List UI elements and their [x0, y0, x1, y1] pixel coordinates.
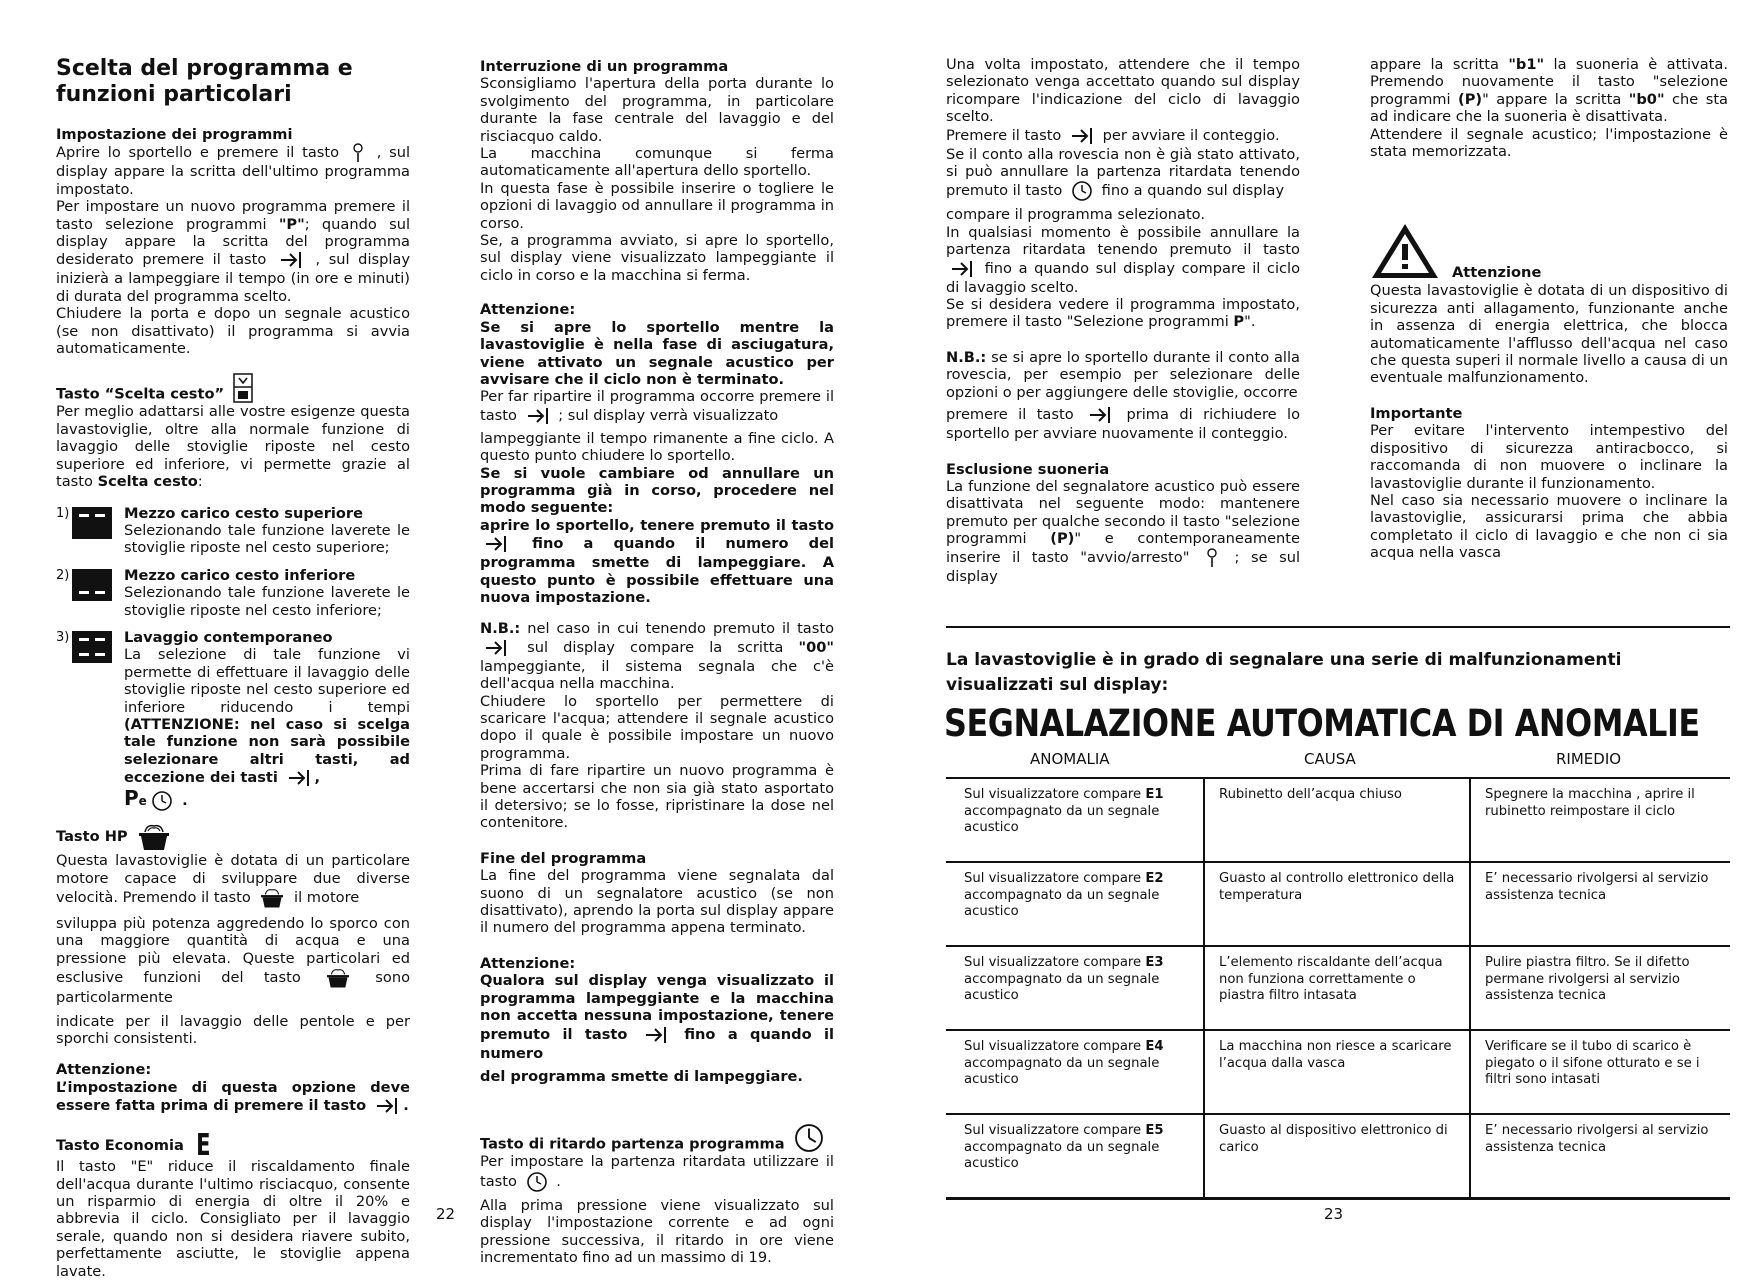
- rimedio-cell: Verificare se il tubo di scarico è piegato o il sifone otturato e se i filtri sono intasati: [1470, 1030, 1730, 1114]
- clock-icon: [526, 1171, 548, 1193]
- impostazione-p2: Per impostare un nuovo programma premere il tasto selezione programmi "P"; quando sul display appare la scritta del programma desiderato premere il tasto , sul display inizierà a lampeggiare il tempo (in ore e minuti) di durata del programma scelto.: [56, 198, 410, 305]
- cesto-p1: Per meglio adattarsi alle vostre esigenze questa lavastoviglie, oltre alla normale funzione di lavaggio delle stoviglie riposte nel cesto superiore ed inferiore, vi permette grazie al tasto Scelta cesto:: [56, 403, 410, 491]
- rimedio-cell: Spegnere la macchina , aprire il rubinetto reimpostare il ciclo: [1470, 778, 1730, 862]
- causa-cell: Rubinetto dell’acqua chiuso: [1204, 778, 1470, 862]
- start-arrow-icon: [644, 1025, 668, 1045]
- section-divider: [946, 626, 1730, 628]
- interruzione-heading: Interruzione di un programma: [480, 58, 729, 75]
- header-anomalia: ANOMALIA: [1030, 750, 1110, 768]
- page-title: Scelta del programma e funzioni particolari: [56, 56, 353, 107]
- table-row: [946, 946, 1730, 1030]
- hp-pot-icon: [259, 887, 285, 909]
- cesto-option-1: 1) Mezzo carico cesto superiore Selezionando tale funzione laverete le stoviglie riposte nel cesto superiore;: [56, 504, 410, 557]
- header-causa: CAUSA: [1304, 750, 1356, 768]
- start-arrow-icon: [484, 534, 508, 554]
- impostazione-heading: Impostazione dei programmi: [56, 126, 293, 143]
- page-number-right: 23: [1324, 1205, 1344, 1223]
- upper-basket-icon: [72, 507, 112, 539]
- anomalia-cell: Sul visualizzatore compare E1 accompagnato da un segnale acustico: [964, 787, 1164, 835]
- impostazione-p3: Chiudere la porta e dopo un segnale acustico (se non disattivato) il programma si avvia automaticamente.: [56, 305, 410, 358]
- lower-basket-icon: [72, 569, 112, 601]
- cesto-heading: Tasto “Scelta cesto”: [56, 373, 410, 403]
- anomalia-cell: Sul visualizzatore compare E4 accompagnato da un segnale acustico: [964, 1039, 1164, 1087]
- page-number-left: 22: [436, 1205, 456, 1223]
- hp-pot-icon: [325, 967, 351, 989]
- hp-heading: Tasto HP: [56, 822, 410, 852]
- both-baskets-icon: [72, 631, 112, 663]
- hp-p3: indicate per il lavaggio delle pentole e per sporchi consistenti.: [56, 1012, 410, 1048]
- column-right-2: appare la scritta "b1" la suoneria è attivata. Premendo nuovamente il tasto "selezione programmi (P)" appare la scritta "b0" che sta ad indicare che la suoneria è disattivata. Attendere il segnale acustico; l'impostazione è stata memorizzata. Attenzione Questa lavastoviglie è dotata di un dispositivo di sicurezza anti allagamento, funzionante anche in assenza di energia elettrica, che blocca automaticamente l'afflusso dell'acqua nel caso che questa superi il normale livello a causa di un eventuale malfunzionamento. Importante Per evitare l'intervento intempestivo del dispositivo di sicurezza antiracbocco, si raccomanda di non muovere o inclinare la lavastoviglie durante il funzionamento. Nel caso sia necessario muovere o inclinare la lavastoviglie, assicurarsi prima che abbia completato il ciclo di lavaggio e che non ci sia acqua nella vasca: [1370, 56, 1728, 562]
- importante-heading: Importante: [1370, 404, 1463, 422]
- economy-e-icon: E: [195, 1128, 211, 1164]
- economia-text: Il tasto "E" riduce il riscaldamento finale dell'acqua durante l'ultimo risciacquo, consente un risparmio di energia di oltre il 20% e abbrevia il ciclo. Consigliato per il lavaggio serale, quando non si desidera riavere subito, perfettamente asciutte, le stoviglie appena lavate.: [56, 1158, 410, 1280]
- hp-p1: Questa lavastoviglie è dotata di un particolare motore capace di sviluppare due diverse velocità. Premendo il tasto il motore: [56, 852, 410, 909]
- start-arrow-icon: [526, 406, 550, 426]
- anomalia-cell: Sul visualizzatore compare E5 accompagnato da un segnale acustico: [964, 1123, 1164, 1171]
- causa-cell: La macchina non riesce a scaricare l’acqua dalla vasca: [1204, 1030, 1470, 1114]
- hp-p2: sviluppa più potenza aggredendo lo sporco con una maggiore quantità di acqua e una pressione più elevata. Queste particolari ed esclusive funzioni del tasto sono particolarmente: [56, 915, 411, 1007]
- start-arrow-icon: [287, 768, 311, 788]
- table-row: [946, 862, 1730, 946]
- basket-icon: [233, 373, 253, 403]
- attenzione-block: [1370, 222, 1728, 282]
- attenzione-heading: Attenzione:: [56, 1061, 152, 1079]
- header-rimedio: RIMEDIO: [1556, 750, 1622, 768]
- economia-heading: Tasto Economia E: [56, 1128, 211, 1164]
- anomalie-intro: La lavastoviglie è in grado di segnalare una serie di malfunzionamenti visualizzati sul display:: [946, 650, 1622, 695]
- causa-cell: Guasto al controllo elettronico della temperatura: [1204, 862, 1470, 946]
- clock-icon: [151, 790, 173, 812]
- rimedio-cell: Pulire piastra filtro. Se il difetto permane rivolgersi al servizio assistenza tecnica: [1470, 946, 1730, 1030]
- attenzione2-heading: Attenzione:: [480, 954, 576, 972]
- attenzione1-heading: Attenzione:: [480, 301, 576, 319]
- column-middle: Interruzione di un programma Sconsigliamo l'apertura della porta durante lo svolgimento del programma, in particolare durante la fase centrale del lavaggio e del risciacquo caldo. La macchina comunque si ferma automaticamente all'apertura dello sportello. In questa fase è possibile inserire o togliere le opzioni di lavaggio od annullare il programma in corso. Se, a programma avviato, si apre lo sportello, sul display viene visualizzato lampeggiante il ciclo in corso e la macchina si ferma. Attenzione: Se si apre lo sportello mentre la lavastoviglie è nella fase di asciugatura, viene attivato un segnale acustico per avvisare che il ciclo non è terminato. Per far ripartire il programma occorre premere il tasto ; sul display verrà visualizzato lampeggiante il tempo rimanente a fine ciclo. A questo punto chiudere lo sportello. Se si vuole cambiare od annullare un programma già in corso, procedere nel modo seguente: aprire lo sportello, tenere premuto il tasto fino a quando il numero del programma smette di lampeggiare. A questo punto è possibile effettuare una nuova impostazione. N.B.: nel caso in cui tenendo premuto il tasto sul display compare la scritta "00" lampeggiante, il sistema segnala che c'è dell'acqua nella macchina. Chiudere lo sportello per permettere di scaricare l'acqua; attendere il segnale acustico dopo il quale è possibile impostare un nuovo programma. Prima di fare ripartire un nuovo programma è bene accertarsi che non sia già stato asportato il detersivo; se lo fosse, ripristinare la dose nel contenitore. Fine del programma La fine del programma viene segnalata dal suono di un segnalatore acustico (se non disattivato), aprendo la porta sul display appare il numero del programma appena terminato. Attenzione: Qualora sul display venga visualizzato il programma lampeggiante e la macchina non accetta nessuna impostazione, tenere premuto il tasto fino a quando il numero del programma smette di lampeggiare. Tasto di ritardo partenza programma Per impostare la partenza ritardata utilizzare il tasto . Alla prima pressione viene visualizzato sul display l'impostazione corrente e ad ogni pressione successiva, il ritardo in ore viene incrementato fino ad un massimo di 19.: [480, 58, 834, 1266]
- impostazione-p1: Aprire lo sportello e premere il tasto , sul display appare la scritta dell'ultimo programma impostato.: [56, 144, 411, 198]
- start-arrow-icon: [484, 638, 508, 658]
- cesto-option-2: 2) Mezzo carico cesto inferiore Selezionando tale funzione laverete le stoviglie riposte nel cesto inferiore;: [56, 566, 410, 619]
- rimedio-cell: E’ necessario rivolgersi al servizio assistenza tecnica: [1470, 1114, 1730, 1198]
- causa-cell: L’elemento riscaldante dell’acqua non funziona correttamente o piastra filtro intasata: [1204, 946, 1470, 1030]
- warning-triangle-icon: [1370, 222, 1440, 280]
- anomalie-title: SEGNALAZIONE AUTOMATICA DI ANOMALIE: [944, 702, 1700, 745]
- fine-heading: Fine del programma: [480, 849, 647, 867]
- causa-cell: Guasto al dispositivo elettronico di carico: [1204, 1114, 1470, 1198]
- attenzione-text: L’impostazione di questa opzione deve essere fatta prima di premere il tasto .: [56, 1078, 410, 1115]
- start-arrow-icon: [950, 259, 974, 279]
- hp-pot-icon: [137, 822, 171, 852]
- start-arrow-icon: [1088, 405, 1112, 425]
- column-left: [56, 56, 410, 1280]
- start-arrow-icon: [375, 1096, 399, 1116]
- esclusione-heading: Esclusione suoneria: [946, 460, 1110, 478]
- anomalie-table: [946, 777, 1730, 1200]
- cesto-option-3: 3) Lavaggio contemporaneo La selezione di tale funzione vi permette di effettuare il lavaggio delle stoviglie riposte nel cesto superiore ed inferiore riducendo i tempi (ATTENZIONE: nel caso si scelga tale funzione non sarà possibile selezionare altri tasti, ad eccezione dei tasti , Pe .: [56, 628, 410, 811]
- column-right-1: Una volta impostato, attendere che il tempo selezionato venga accettato quando sul display ricompare l'indicazione del ciclo di lavaggio scelto. Premere il tasto per avviare il conteggio. Se il conto alla rovescia non è già stato attivato, si può annullare la partenza ritardata tenendo premuto il tasto fino a quando sul display compare il programma selezionato. In qualsiasi momento è possibile annullare la partenza ritardata tenendo premuto il tasto fino a quando sul display compare il ciclo di lavaggio scelto. Se si desidera vedere il programma impostato, premere il tasto "Selezione programmi P". N.B.: se si apre lo sportello durante il conto alla rovescia, per esempio per selezionare delle opzioni o per aggiungere delle stoviglie, occorre premere il tasto prima di richiudere lo sportello per avviare nuovamente il conteggio. Esclusione suoneria La funzione del segnalatore acustico può essere disattivata nel seguente modo: mantenere premuto per qualche secondo il tasto "selezione programmi (P)" e contemporaneamente inserire il tasto "avvio/arresto" ; se sul display: [946, 56, 1301, 585]
- anomalia-cell: Sul visualizzatore compare E3 accompagnato da un segnale acustico: [964, 955, 1164, 1003]
- table-row: [946, 778, 1730, 862]
- ritardo-heading: Tasto di ritardo partenza programma: [480, 1123, 834, 1153]
- power-icon: [351, 143, 365, 163]
- clock-icon: [794, 1123, 824, 1153]
- start-arrow-icon: [1070, 126, 1094, 146]
- rimedio-cell: E’ necessario rivolgersi al servizio assistenza tecnica: [1470, 862, 1730, 946]
- attenzione-box-heading: Attenzione: [1452, 264, 1542, 282]
- table-row: [946, 1030, 1730, 1114]
- anomalia-cell: Sul visualizzatore compare E2 accompagnato da un segnale acustico: [964, 871, 1164, 919]
- power-icon: [1205, 548, 1219, 568]
- start-arrow-icon: [279, 250, 303, 270]
- clock-icon: [1071, 180, 1093, 202]
- table-row: [946, 1114, 1730, 1198]
